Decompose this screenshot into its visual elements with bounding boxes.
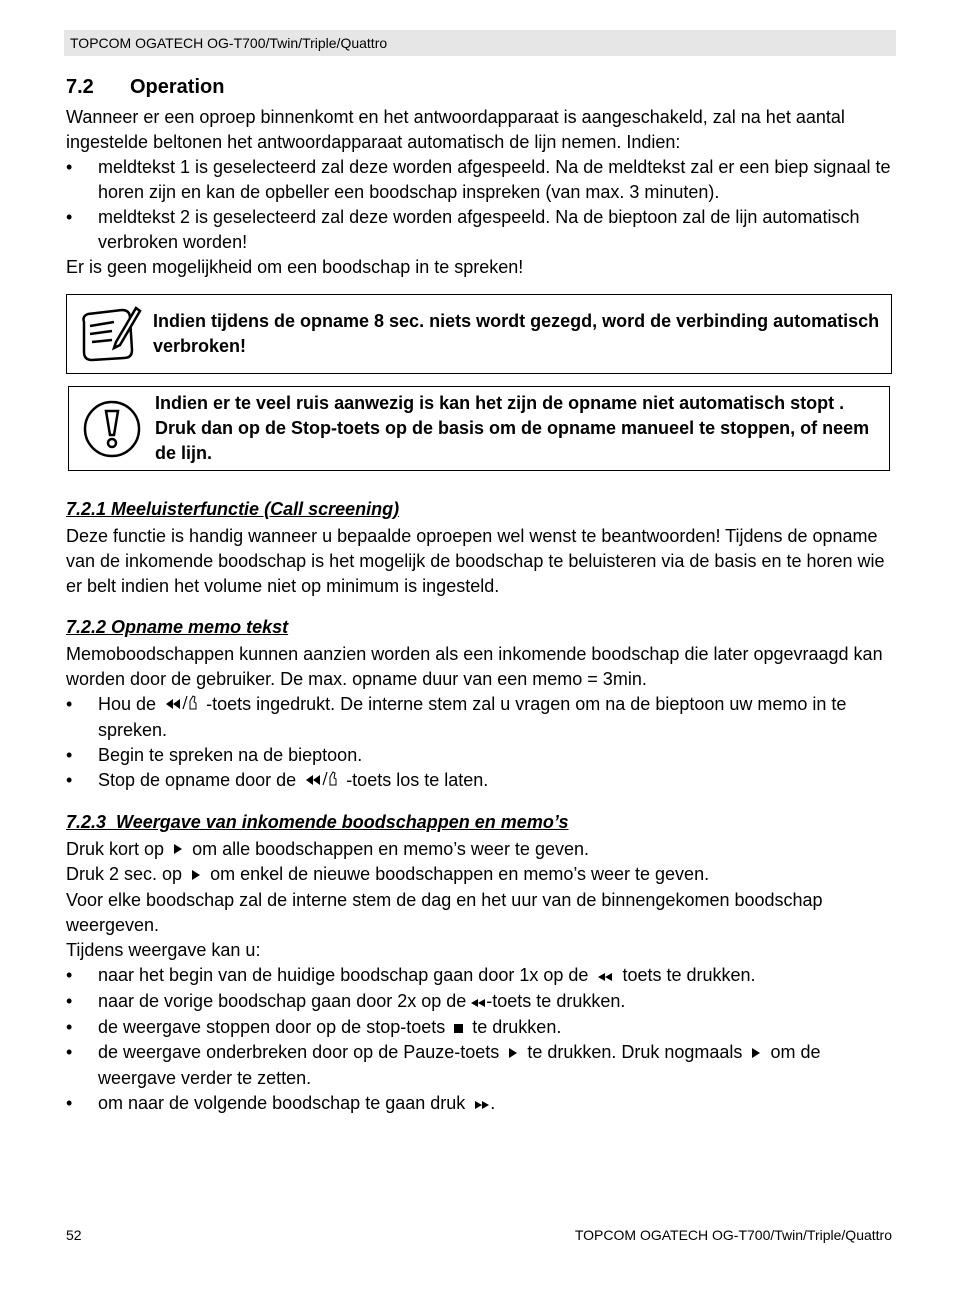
section-bullets <box>66 155 896 255</box>
list-item: • naar de vorige boodschap gaan door 2x op de -toets te drukken. <box>66 989 896 1015</box>
rewind-icon <box>597 964 613 989</box>
header-title: TOPCOM OGATECH OG-T700/Twin/Triple/Quattro <box>70 35 388 51</box>
section-intro: Wanneer er een oproep binnenkomt en het antwoordapparaat is aangeschakeld, zal na het aantal ingestelde beltonen het antwoordapparaat automatisch de lijn nemen. Indien: <box>66 107 845 152</box>
subsection-3-line: Tijdens weergave kan u: <box>66 940 261 960</box>
pause-play-icon <box>508 1041 518 1066</box>
subsection-text-2: Memoboodschappen kunnen aanzien worden als een inkomende boodschap die later opgevraagd kan worden door de gebruiker. De max. opname duur van een memo = 3min. <box>66 644 883 689</box>
rewind-icon <box>470 990 486 1015</box>
note-text-2: Indien er te veel ruis aanwezig is kan het zijn de opname niet automatisch stopt . Druk dan op de Stop-toets op de basis om de opname manueel te stoppen, of neem de lijn. <box>155 393 870 463</box>
section-outro: Er is geen mogelijkheid om een boodschap in te spreken! <box>66 257 524 277</box>
subsection-2-bullets <box>66 692 896 794</box>
note-box-1 <box>66 294 892 374</box>
list-item: • om naar de volgende boodschap te gaan druk . <box>66 1091 896 1117</box>
footer-title: TOPCOM OGATECH OG-T700/Twin/Triple/Quattro <box>574 1227 892 1243</box>
page-number: 52 <box>66 1227 82 1243</box>
list-item: • de weergave stoppen door op de stop-toets te drukken. <box>66 1015 896 1041</box>
list-item: • Stop de opname door de -toets los te laten. <box>66 768 896 794</box>
subsection-title-2: 7.2.2 Opname memo tekst <box>66 617 289 637</box>
memo-record-icon <box>165 693 197 718</box>
stop-icon <box>454 1015 463 1040</box>
list-item: • Hou de -toets ingedrukt. De interne stem zal u vragen om na de bieptoon uw memo in te spreken. <box>66 692 896 743</box>
memo-record-icon <box>305 769 337 794</box>
subsection-3-line: Druk 2 sec. op om enkel de nieuwe boodschappen en memo’s weer te geven. <box>66 862 896 888</box>
list-item: • meldtekst 1 is geselecteerd zal deze worden afgespeeld. Na de meldtekst zal er een biep signaal te horen zijn en kan de opbeller een boodschap inspreken (van max. 3 minuten). <box>66 155 896 205</box>
section-number: 7.2 <box>66 76 94 98</box>
page-content <box>66 74 896 1117</box>
subsection-3-line: Druk kort op om alle boodschappen en memo’s weer te geven. <box>66 837 896 863</box>
subsection-3-line: Voor elke boodschap zal de interne stem de dag en het uur van de binnengekomen boodschap weergeven. <box>66 890 823 935</box>
note-box-2 <box>68 386 890 471</box>
subsection-title-1: 7.2.1 Meeluisterfunctie (Call screening) <box>66 499 400 519</box>
pen-note-icon <box>67 302 153 366</box>
subsection-title-3: 7.2.3 Weergave van inkomende boodschappen en memo’s <box>66 811 569 832</box>
section-heading <box>66 74 896 100</box>
list-item: • naar het begin van de huidige boodschap gaan door 1x op de toets te drukken. <box>66 963 896 989</box>
fast-forward-icon <box>474 1092 490 1117</box>
warning-exclamation-icon <box>69 399 155 459</box>
note-text-1: Indien tijdens de opname 8 sec. niets wordt gezegd, word de verbinding automatisch verbroken! <box>153 311 880 356</box>
list-item: • de weergave onderbreken door op de Pauze-toets te drukken. Druk nogmaals om de weergave verder te zetten. <box>66 1040 896 1091</box>
subsection-3-bullets <box>66 963 896 1117</box>
play-icon <box>191 863 201 888</box>
play-icon <box>173 837 183 862</box>
list-item: • Begin te spreken na de bieptoon. <box>66 743 896 768</box>
header-bar <box>64 30 896 56</box>
list-item: • meldtekst 2 is geselecteerd zal deze worden afgespeeld. Na de bieptoon zal de lijn automatisch verbroken worden! <box>66 205 896 255</box>
play-icon <box>751 1041 761 1066</box>
section-title: Operation <box>130 76 225 98</box>
subsection-text-1: Deze functie is handig wanneer u bepaalde oproepen wel wenst te beantwoorden! Tijdens de opname van de inkomende boodschap is het mogelijk de boodschap te beluisteren via de basis en te horen wie er belt indien het volume niet op minimum is ingesteld. <box>66 526 885 596</box>
